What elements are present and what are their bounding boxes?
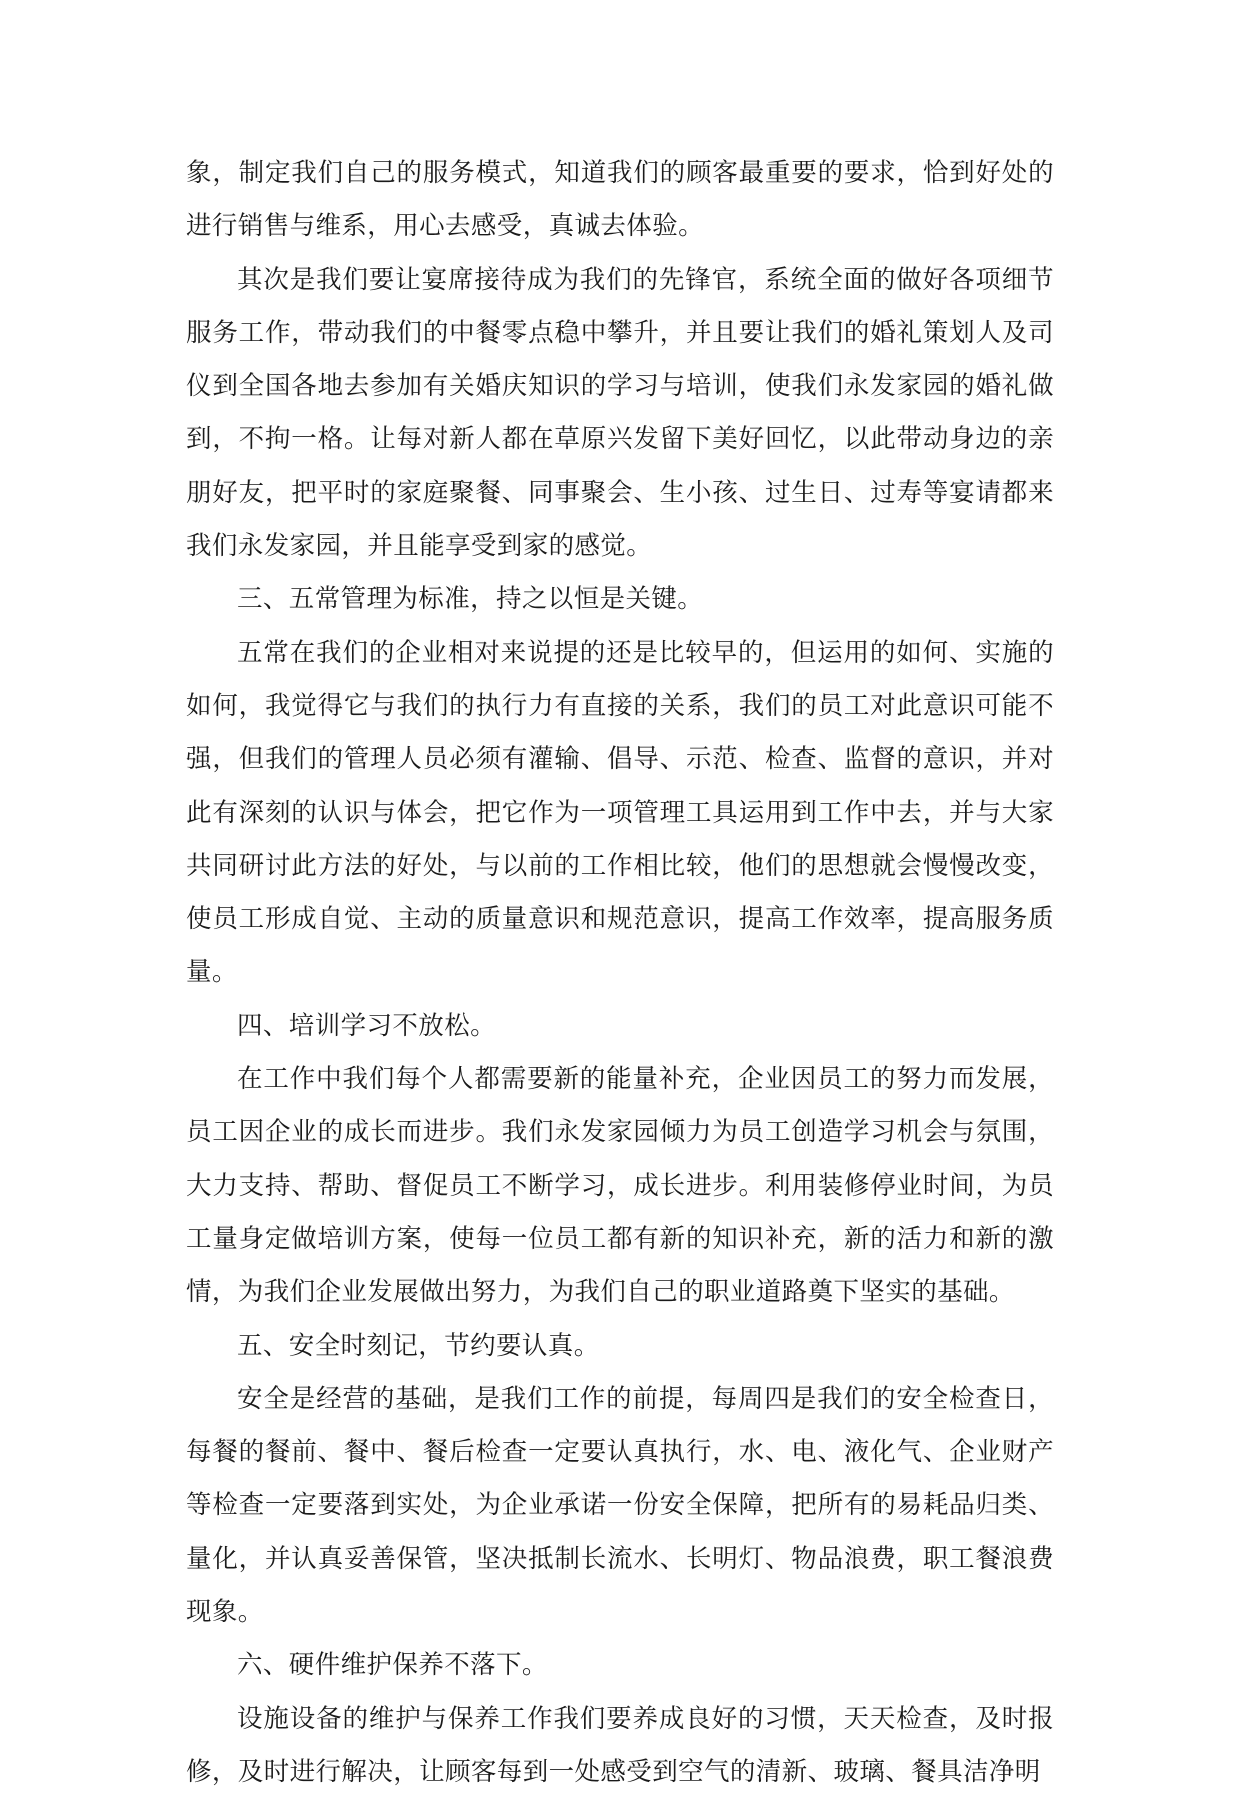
paragraph-training: 在工作中我们每个人都需要新的能量补充，企业因员工的努力而发展，员工因企业的成长而进步。我们永发家园倾力为员工创造学习机会与氛围，大力支持、帮助、督促员工不断学习，成长进步。利用装修停业时间，为员工量身定做培训方案，使每一位员工都有新的知识补充，新的活力和新的激情，为我们企业发展做出努力，为我们自己的职业道路奠下坚实的基础。 (186, 1064, 1054, 1308)
paragraph-safety: 安全是经营的基础，是我们工作的前提，每周四是我们的安全检查日，每餐的餐前、餐中、餐后检查一定要认真执行，水、电、液化气、企业财产等检查一定要落到实处，为企业承诺一份安全保障，把所有的易耗品归类、量化，并认真妥善保管，坚决抵制长流水、长明灯、物品浪费，职工餐浪费现象。 (186, 1383, 1054, 1628)
paragraph-maintenance: 设施设备的维护与保养工作我们要养成良好的习惯，天天检查，及时报修，及时进行解决，让顾客每到一处感受到空气的清新、玻璃、餐具洁净明 (186, 1703, 1054, 1787)
section-heading-five-constants: 三、五常管理为标准，持之以恒是关键。 (237, 584, 704, 615)
paragraph-banquet-reception: 其次是我们要让宴席接待成为我们的先锋官，系统全面的做好各项细节服务工作，带动我们的中餐零点稳中攀升，并且要让我们的婚礼策划人及司仪到全国各地去参加有关婚庆知识的学习与培训，使我们永发家园的婚礼做到，不拘一格。让每对新人都在草原兴发留下美好回忆，以此带动身边的亲朋好友，把平时的家庭聚餐、同事聚会、生小孩、过生日、过寿等宴请都来我们永发家园，并且能享受到家的感觉。 (186, 264, 1054, 562)
document-body (186, 147, 1054, 1799)
section-heading-safety: 五、安全时刻记，节约要认真。 (237, 1330, 600, 1361)
paragraph-continued: 象，制定我们自己的服务模式，知道我们的顾客最重要的要求，恰到好处的进行销售与维系，用心去感受，真诚去体验。 (186, 158, 1054, 242)
paragraph-five-constants: 五常在我们的企业相对来说提的还是比较早的，但运用的如何、实施的如何，我觉得它与我们的执行力有直接的关系，我们的员工对此意识可能不强，但我们的管理人员必须有灌输、倡导、示范、检查、监督的意识，并对此有深刻的认识与体会，把它作为一项管理工具运用到工作中去，并与大家共同研讨此方法的好处，与以前的工作相比较，他们的思想就会慢慢改变，使员工形成自觉、主动的质量意识和规范意识，提高工作效率，提高服务质量。 (186, 637, 1054, 988)
section-heading-training: 四、培训学习不放松。 (237, 1010, 497, 1041)
section-heading-maintenance: 六、硬件维护保养不落下。 (237, 1650, 548, 1681)
